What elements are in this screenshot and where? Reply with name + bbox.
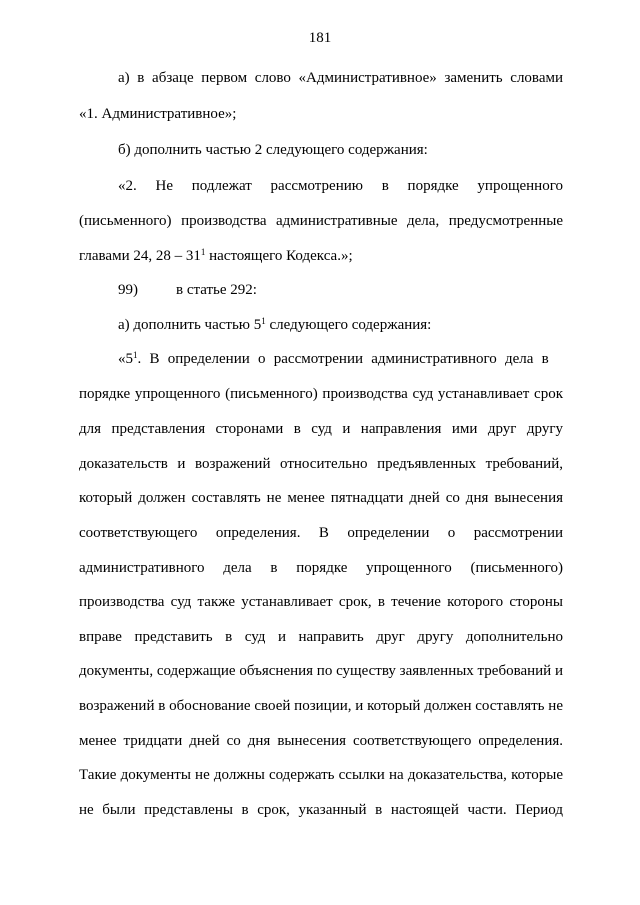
text-line xyxy=(79,246,563,266)
text-line: Такие документы не должны содержать ссылки на доказательства, которые xyxy=(79,767,563,783)
text-line xyxy=(118,315,563,335)
text-line: административного дела в порядке упрощенного (письменного) xyxy=(79,560,563,576)
text-line: документы, содержащие объяснения по существу заявленных требований и xyxy=(79,663,563,679)
text-line: вправе представить в суд и направить друг другу дополнительно xyxy=(79,629,563,645)
superscript: 1 xyxy=(261,316,266,326)
text-fragment: «5 xyxy=(118,351,133,367)
text-line: порядке упрощенного (письменного) производства суд устанавливает срок xyxy=(79,386,563,402)
text-fragment: а) дополнить частью 5 xyxy=(118,317,262,333)
text-line: а) в абзаце первом слово «Административное» заменить словами xyxy=(118,70,563,86)
page-number: 181 xyxy=(308,30,332,46)
text-line: доказательств и возражений относительно предъявленных требований, xyxy=(79,456,563,472)
text-line xyxy=(118,280,563,300)
text-line: «1. Административное»; xyxy=(79,106,237,122)
list-number: 99) xyxy=(118,282,138,298)
superscript: 1 xyxy=(200,247,206,257)
text-fragment: следующего содержания: xyxy=(265,317,432,333)
text-line: возражений в обоснование своей позиции, и который должен составлять не xyxy=(79,698,563,714)
superscript: 1 xyxy=(133,350,138,360)
text-line: «2. Не подлежат рассмотрению в порядке упрощенного xyxy=(118,178,563,194)
text-line: менее тридцати дней со дня вынесения соответствующего определения. xyxy=(79,733,563,749)
text-line: производства суд также устанавливает срок, в течение которого стороны xyxy=(79,594,563,610)
text-line: (письменного) производства административные дела, предусмотренные xyxy=(79,213,563,229)
text-fragment: главами 24, 28 – 31 xyxy=(79,248,201,264)
text-fragment: . В определении о рассмотрении административного дела в xyxy=(137,351,549,367)
text-fragment: в статье 292: xyxy=(176,282,257,298)
text-line: б) дополнить частью 2 следующего содержания: xyxy=(118,142,428,158)
text-line: для представления сторонами в суд и направления ими друг другу xyxy=(79,421,563,437)
text-line xyxy=(118,349,563,369)
text-fragment: настоящего Кодекса.»; xyxy=(205,248,353,264)
text-line: не были представлены в срок, указанный в настоящей части. Период xyxy=(79,802,563,818)
text-line: соответствующего определения. В определении о рассмотрении xyxy=(79,525,563,541)
text-line: который должен составлять не менее пятнадцати дней со дня вынесения xyxy=(79,490,563,506)
